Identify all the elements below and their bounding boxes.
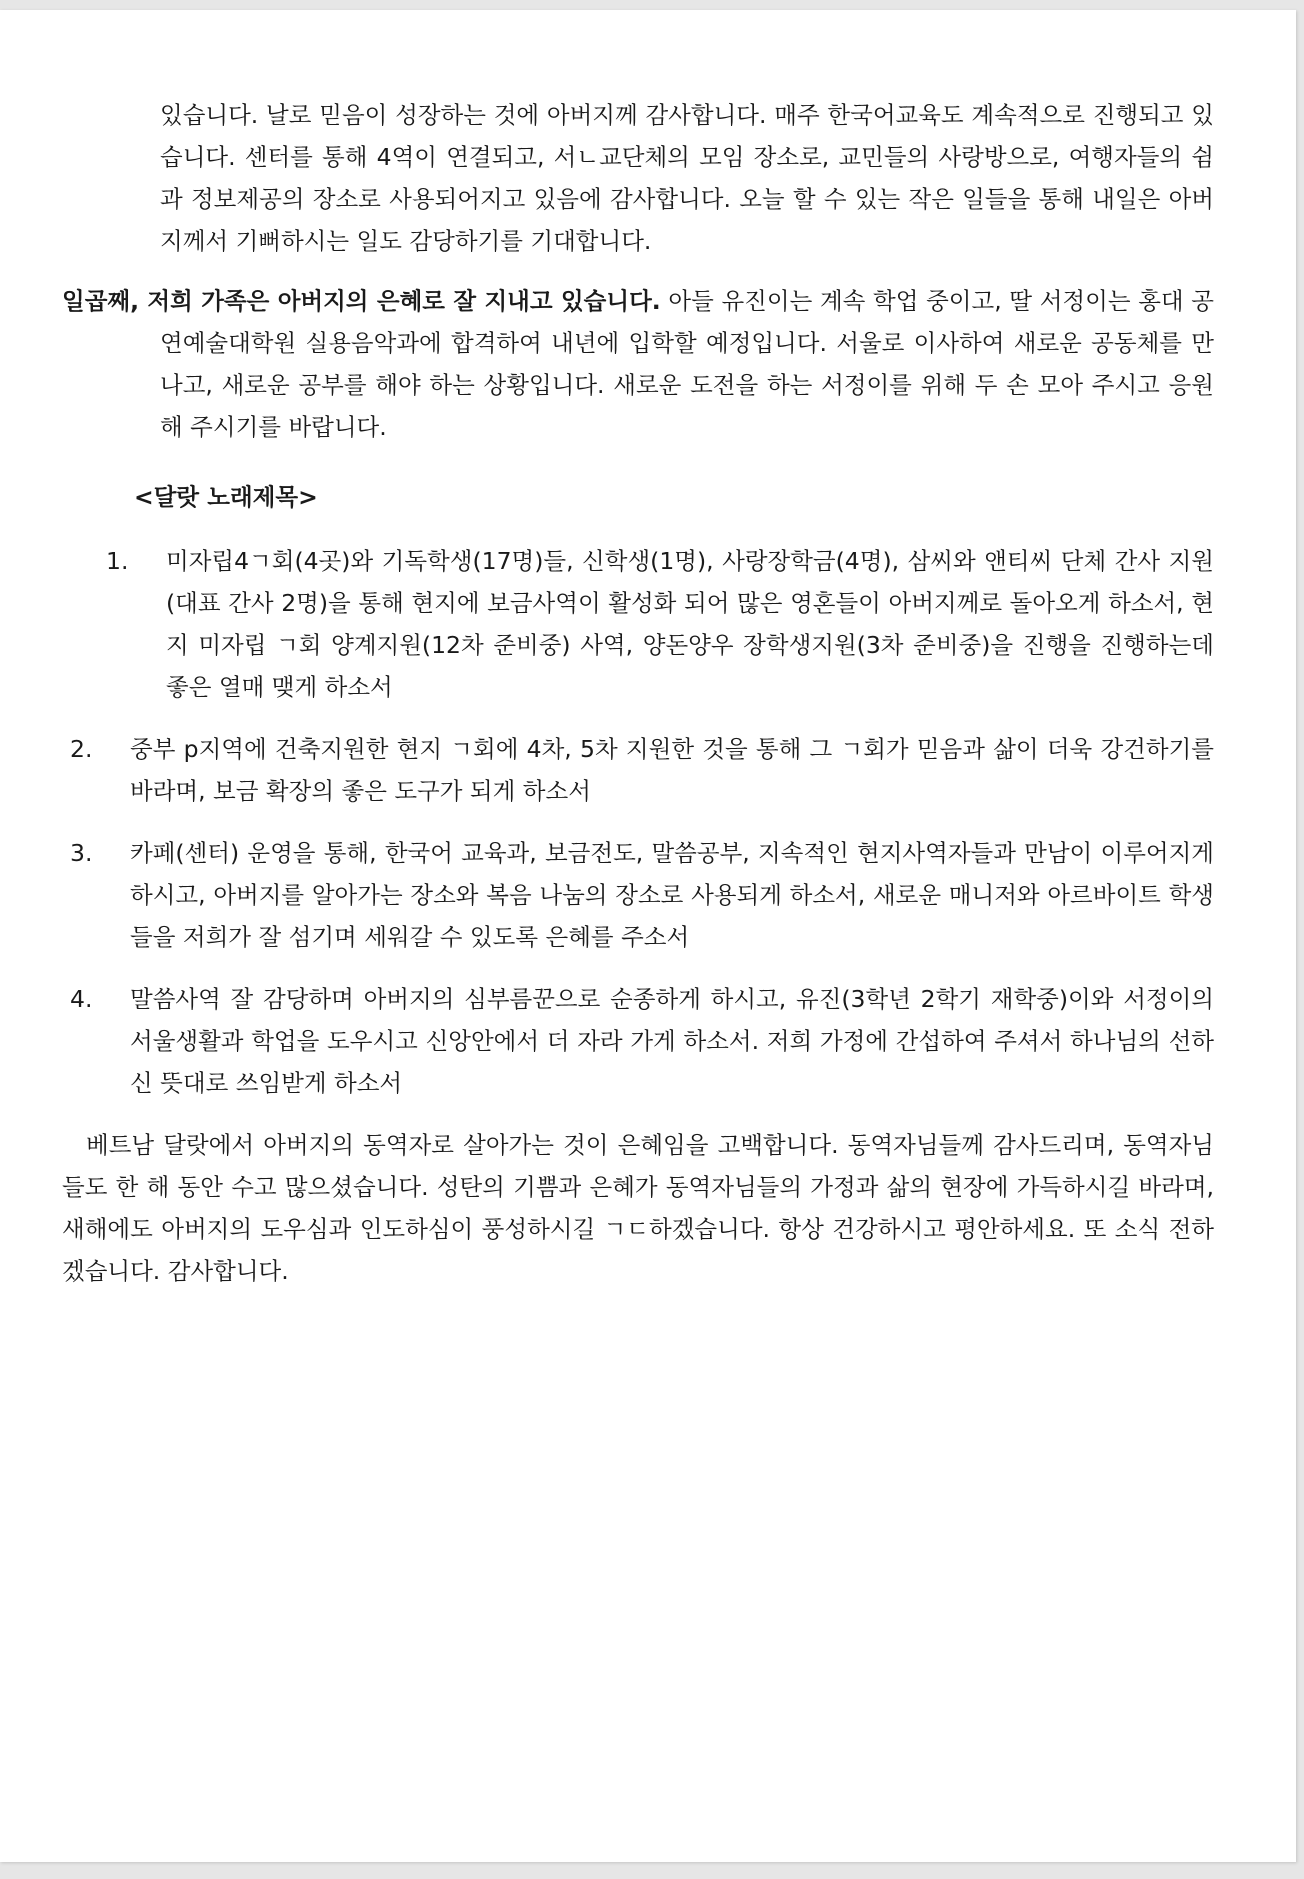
seventh-body: 아들 유진이는 계속 학업 중이고, 딸 서정이는 홍대 공연예술대학원 실용음악과에 합격하여 내년에 입학할 예정입니다. 서울로 이사하여 새로운 공동체를 만나고, 새로운 공부를 해야 하는 상황입니다. 새로운 도전을 하는 서정이를 위해 두 손 모아 주시고 응원해 주시기를 바랍니다. (160, 287, 1214, 441)
prayer-item-number: 2. (70, 735, 93, 763)
prayer-heading: <달랏 노래제목> (134, 483, 318, 511)
prayer-item-text: 미자립4ㄱ회(4곳)와 기독학생(17명)들, 신학생(1명), 사랑장학금(4명), 삼씨와 앤티씨 단체 간사 지원(대표 간사 2명)을 통해 현지에 보금사역이 활성화 되어 많은 영혼들이 아버지께로 돌아오게 하소서, 현지 미자립 ㄱ회 양계지원(12차 준비중) 사역, 양돈양우 장학생지원(3차 준비중)을 진행을 진행하는데 좋은 열매 맺게 하소서 (166, 547, 1214, 701)
prayer-item (62, 728, 1214, 812)
prayer-item-text: 중부 p지역에 건축지원한 현지 ㄱ회에 4차, 5차 지원한 것을 통해 그 ㄱ회가 믿음과 삶이 더욱 강건하기를 바라며, 보금 확장의 좋은 도구가 되게 하소서 (130, 735, 1214, 805)
prayer-item-number: 4. (70, 985, 93, 1013)
prayer-item-number: 3. (70, 839, 93, 867)
seventh-lead: 일곱째, 저희 가족은 아버지의 은혜로 잘 지내고 있습니다. (62, 287, 661, 315)
document-content (62, 94, 1214, 1292)
continued-paragraph: 있습니다. 날로 믿음이 성장하는 것에 아버지께 감사합니다. 매주 한국어교육도 계속적으로 진행되고 있습니다. 센터를 통해 4역이 연결되고, 서ㄴ교단체의 모임 장소로, 교민들의 사랑방으로, 여행자들의 쉼과 정보제공의 장소로 사용되어지고 있음에 감사합니다. 오늘 할 수 있는 작은 일들을 통해 내일은 아버지께서 기뻐하시는 일도 감당하기를 기대합니다. (160, 101, 1214, 255)
seventh-paragraph (62, 280, 1214, 448)
prayer-item-number: 1. (106, 547, 129, 575)
prayer-item (62, 540, 1214, 708)
document-page (0, 10, 1296, 1862)
prayer-list (62, 540, 1214, 1104)
prayer-item (62, 978, 1214, 1104)
prayer-item-text: 카페(센터) 운영을 통해, 한국어 교육과, 보금전도, 말씀공부, 지속적인 현지사역자들과 만남이 이루어지게 하시고, 아버지를 알아가는 장소와 복음 나눔의 장소로 사용되게 하소서, 새로운 매니저와 아르바이트 학생들을 저희가 잘 섬기며 세워갈 수 있도록 은혜를 주소서 (130, 839, 1214, 951)
closing-paragraph: 베트남 달랏에서 아버지의 동역자로 살아가는 것이 은혜임을 고백합니다. 동역자님들께 감사드리며, 동역자님들도 한 해 동안 수고 많으셨습니다. 성탄의 기쁨과 은혜가 동역자님들의 가정과 삶의 현장에 가득하시길 바라며, 새해에도 아버지의 도우심과 인도하심이 풍성하시길 ㄱㄷ하겠습니다. 항상 건강하시고 평안하세요. 또 소식 전하겠습니다. 감사합니다. (62, 1131, 1214, 1285)
prayer-item-text: 말씀사역 잘 감당하며 아버지의 심부름꾼으로 순종하게 하시고, 유진(3학년 2학기 재학중)이와 서정이의 서울생활과 학업을 도우시고 신앙안에서 더 자라 가게 하소서. 저희 가정에 간섭하여 주셔서 하나님의 선하신 뜻대로 쓰임받게 하소서 (130, 985, 1214, 1097)
prayer-item (62, 832, 1214, 958)
